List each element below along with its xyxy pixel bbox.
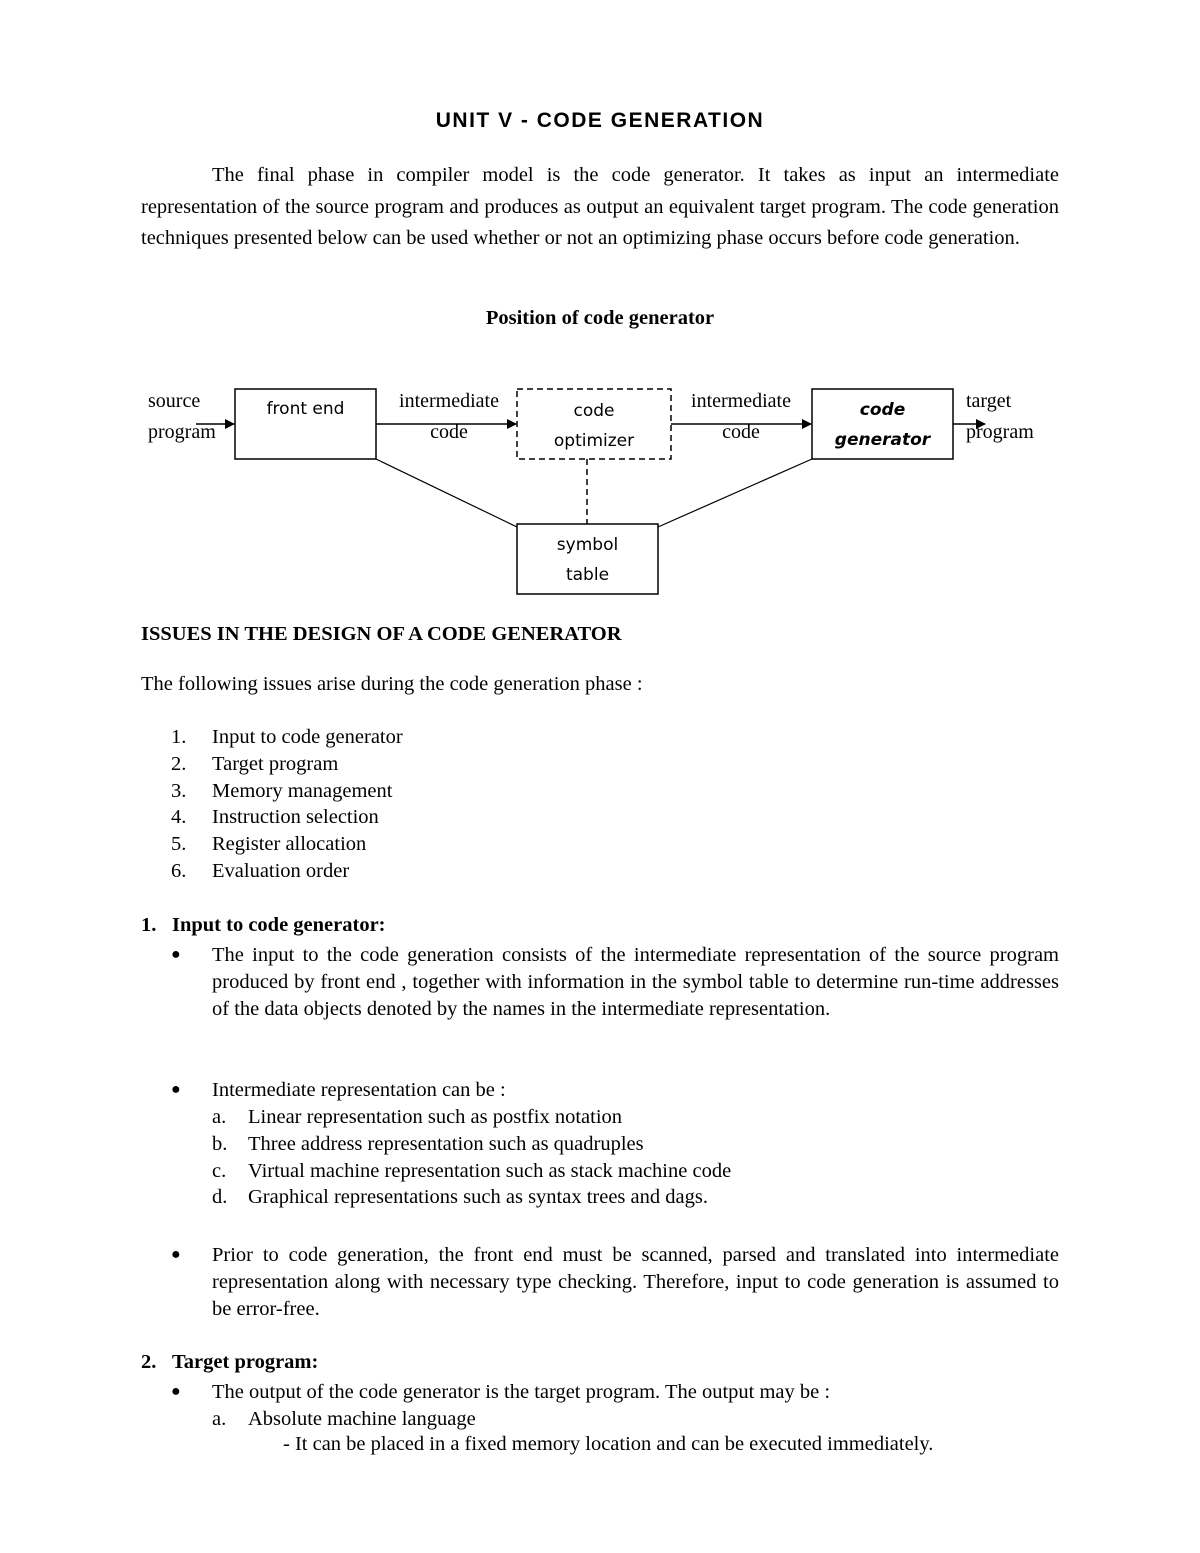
absolute-language-note: - It can be placed in a fixed memory location and can be executed immediately. bbox=[283, 1433, 934, 1455]
front-end-box: front end bbox=[266, 399, 345, 419]
list-item bbox=[212, 1184, 731, 1211]
item-label: Absolute machine language bbox=[248, 1408, 476, 1430]
list-item bbox=[212, 1158, 731, 1185]
source-label-line1: source bbox=[148, 390, 201, 412]
list-item bbox=[171, 804, 403, 831]
section-1-bullet-2 bbox=[171, 1077, 1059, 1104]
section-2-bullet-1 bbox=[171, 1379, 1059, 1406]
output-list bbox=[212, 1406, 476, 1433]
section-1-bullet-1 bbox=[171, 942, 1059, 1022]
item-label: Target program bbox=[212, 752, 339, 775]
list-item bbox=[171, 831, 403, 858]
bullet-icon: ● bbox=[171, 1246, 181, 1263]
issues-list bbox=[171, 724, 403, 885]
item-letter: d. bbox=[212, 1186, 228, 1209]
item-label: Instruction selection bbox=[212, 806, 379, 829]
optimizer-line2: optimizer bbox=[553, 431, 635, 451]
item-number: 2. bbox=[171, 752, 187, 775]
bullet-text: The output of the code generator is the target program. The output may be : bbox=[212, 1381, 831, 1403]
bullet-icon: ● bbox=[171, 946, 181, 963]
section-number: 2. bbox=[141, 1351, 157, 1373]
section-title: Target program: bbox=[172, 1351, 319, 1373]
item-letter: a. bbox=[212, 1408, 227, 1430]
item-label: Memory management bbox=[212, 779, 393, 802]
target-line1: target bbox=[966, 390, 1012, 412]
code-generator-box bbox=[812, 395, 953, 455]
item-label: Register allocation bbox=[212, 833, 367, 856]
item-label: Input to code generator bbox=[212, 726, 403, 748]
item-label: Graphical representations such as syntax trees and dags. bbox=[248, 1186, 708, 1209]
target-program-label bbox=[966, 390, 1056, 443]
issues-heading: ISSUES IN THE DESIGN OF A CODE GENERATOR bbox=[141, 623, 622, 645]
bullet-text: Intermediate representation can be : bbox=[212, 1079, 506, 1101]
item-number: 1. bbox=[171, 726, 187, 748]
edge1-line2: code bbox=[430, 421, 468, 443]
bullet-text: Prior to code generation, the front end must be scanned, parsed and translated into intermediate representation along with necessary type checking. Therefore, input to code generation is assumed to be error-free. bbox=[212, 1244, 1059, 1320]
target-line2: program bbox=[966, 421, 1034, 443]
list-item bbox=[212, 1131, 731, 1158]
edge1-line1: intermediate bbox=[399, 390, 499, 412]
edge-label-intermediate-code-1 bbox=[384, 390, 514, 443]
source-program-label bbox=[148, 390, 218, 443]
code-optimizer-box bbox=[517, 396, 671, 456]
edge2-line1: intermediate bbox=[691, 390, 791, 412]
list-item bbox=[171, 858, 403, 885]
intro-paragraph: The final phase in compiler model is the code generator. It takes as input an intermediate representation of the source program and produces as output an equivalent target program. The code generation techniques presented below can be used whether or not an optimizing phase occurs before code generation. bbox=[141, 164, 1059, 249]
representation-list bbox=[212, 1104, 731, 1211]
item-number: 5. bbox=[171, 833, 187, 856]
item-letter: b. bbox=[212, 1132, 228, 1155]
item-letter: c. bbox=[212, 1159, 227, 1182]
issues-intro: The following issues arise during the code generation phase : bbox=[141, 673, 643, 695]
bullet-text: The input to the code generation consists of the intermediate representation of the source program produced by front end , together with information in the symbol table to determine run-time addresses of the data objects denoted by the names in the intermediate representation. bbox=[212, 944, 1059, 1020]
page-title: UNIT V - CODE GENERATION bbox=[435, 109, 765, 132]
item-number: 4. bbox=[171, 806, 187, 829]
optimizer-line1: code bbox=[573, 401, 615, 421]
symbol-line2: table bbox=[565, 565, 610, 585]
source-label-line2: program bbox=[148, 421, 216, 443]
list-item bbox=[171, 778, 403, 805]
generator-line2: generator bbox=[834, 430, 931, 450]
item-number: 6. bbox=[171, 859, 187, 882]
item-label: Virtual machine representation such as stack machine code bbox=[248, 1159, 732, 1182]
item-letter: a. bbox=[212, 1106, 227, 1128]
figure-title: Position of code generator bbox=[485, 307, 715, 329]
item-label: Evaluation order bbox=[212, 859, 350, 882]
section-1-heading bbox=[141, 914, 386, 937]
list-item bbox=[212, 1406, 476, 1433]
symbol-table-box bbox=[517, 530, 658, 590]
section-2-heading bbox=[141, 1351, 318, 1374]
edge2-line2: code bbox=[722, 421, 760, 443]
item-label: Linear representation such as postfix notation bbox=[248, 1106, 623, 1128]
section-number: 1. bbox=[141, 914, 157, 936]
section-1-bullet-3 bbox=[171, 1242, 1059, 1322]
list-item bbox=[212, 1104, 731, 1131]
list-item bbox=[171, 724, 403, 751]
item-number: 3. bbox=[171, 779, 187, 802]
compiler-diagram bbox=[0, 370, 1200, 610]
bullet-icon: ● bbox=[171, 1081, 181, 1098]
generator-line1: code bbox=[859, 400, 906, 420]
item-label: Three address representation such as quadruples bbox=[248, 1132, 644, 1155]
list-item bbox=[171, 751, 403, 778]
bullet-icon: ● bbox=[171, 1383, 181, 1400]
symbol-line1: symbol bbox=[556, 535, 619, 555]
section-title: Input to code generator: bbox=[172, 914, 386, 936]
edge-label-intermediate-code-2 bbox=[676, 390, 806, 443]
